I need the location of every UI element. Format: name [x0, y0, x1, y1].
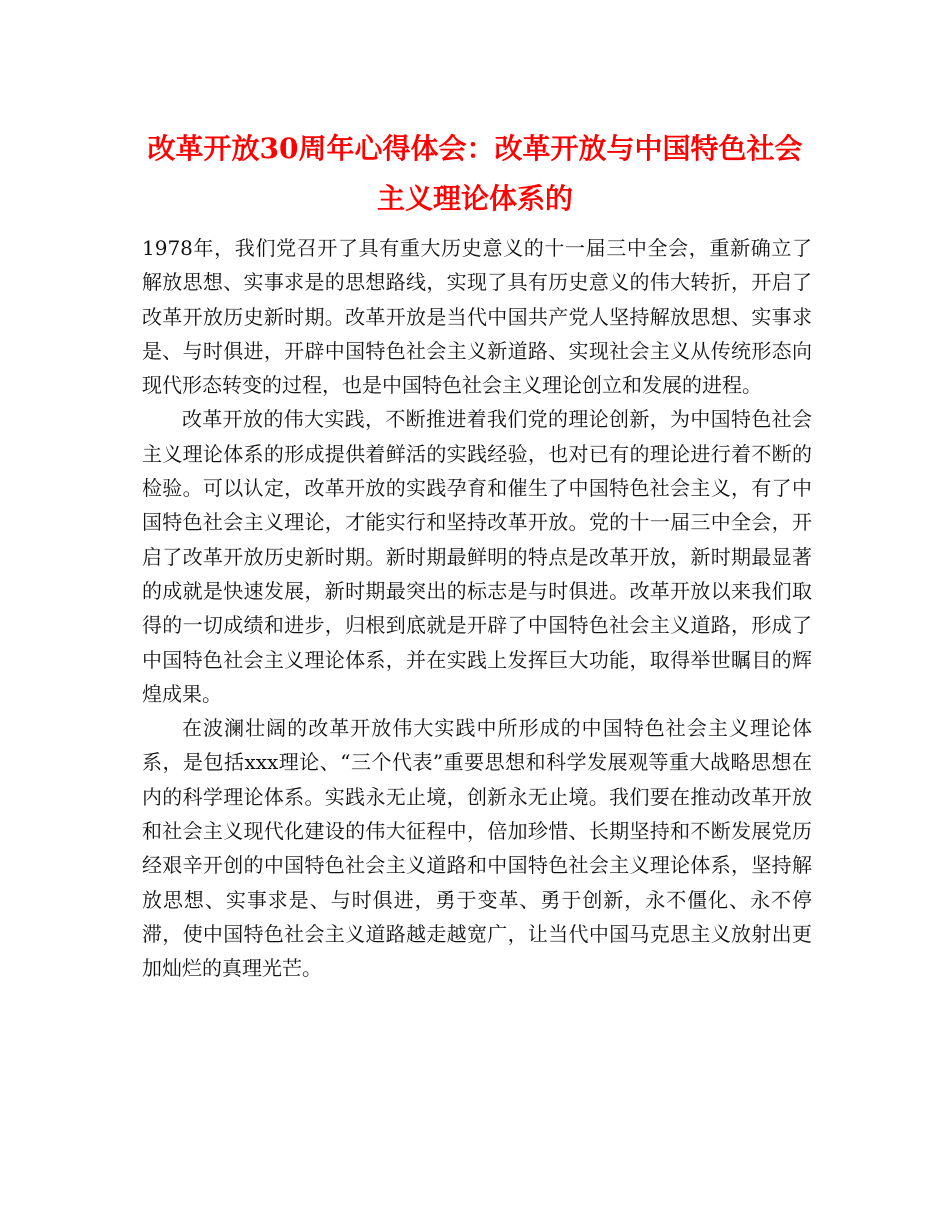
document-body	[142, 231, 812, 986]
paragraph-1: 1978年，我们党召开了具有重大历史意义的十一届三中全会，重新确立了解放思想、实事求是的思想路线，实现了具有历史意义的伟大转折，开启了改革开放历史新时期。改革开放是当代中国共产党人坚持解放思想、实事求是、与时俱进，开辟中国特色社会主义新道路、实现社会主义从传统形态向现代形态转变的过程，也是中国特色社会主义理论创立和发展的进程。	[142, 236, 812, 398]
title-line-2: 主义理论体系的	[376, 182, 573, 215]
title-line-1: 改革开放30周年心得体会：改革开放与中国特色社会	[147, 132, 803, 165]
paragraph-2: 改革开放的伟大实践，不断推进着我们党的理论创新，为中国特色社会主义理论体系的形成提供着鲜活的实践经验，也对已有的理论进行着不断的检验。可以认定，改革开放的实践孕育和催生了中国特色社会主义，有了中国特色社会主义理论，才能实行和坚持改革开放。党的十一届三中全会，开启了改革开放历史新时期。新时期最鲜明的特点是改革开放，新时期最显著的成就是快速发展，新时期最突出的标志是与时俱进。改革开放以来我们取得的一切成绩和进步，归根到底就是开辟了中国特色社会主义道路，形成了中国特色社会主义理论体系，并在实践上发挥巨大功能，取得举世瞩目的辉煌成果。	[142, 407, 812, 706]
document-title	[120, 124, 830, 224]
paragraph-3: 在波澜壮阔的改革开放伟大实践中所形成的中国特色社会主义理论体系，是包括xxx理论、“三个代表”重要思想和科学发展观等重大战略思想在内的科学理论体系。实践永无止境，创新永无止境。我们要在推动改革开放和社会主义现代化建设的伟大征程中，倍加珍惜、长期坚持和不断发展党历经艰辛开创的中国特色社会主义道路和中国特色社会主义理论体系，坚持解放思想、实事求是、与时俱进，勇于变革、勇于创新，永不僵化、永不停滞，使中国特色社会主义道路越走越宽广，让当代中国马克思主义放射出更加灿烂的真理光芒。	[142, 716, 812, 981]
